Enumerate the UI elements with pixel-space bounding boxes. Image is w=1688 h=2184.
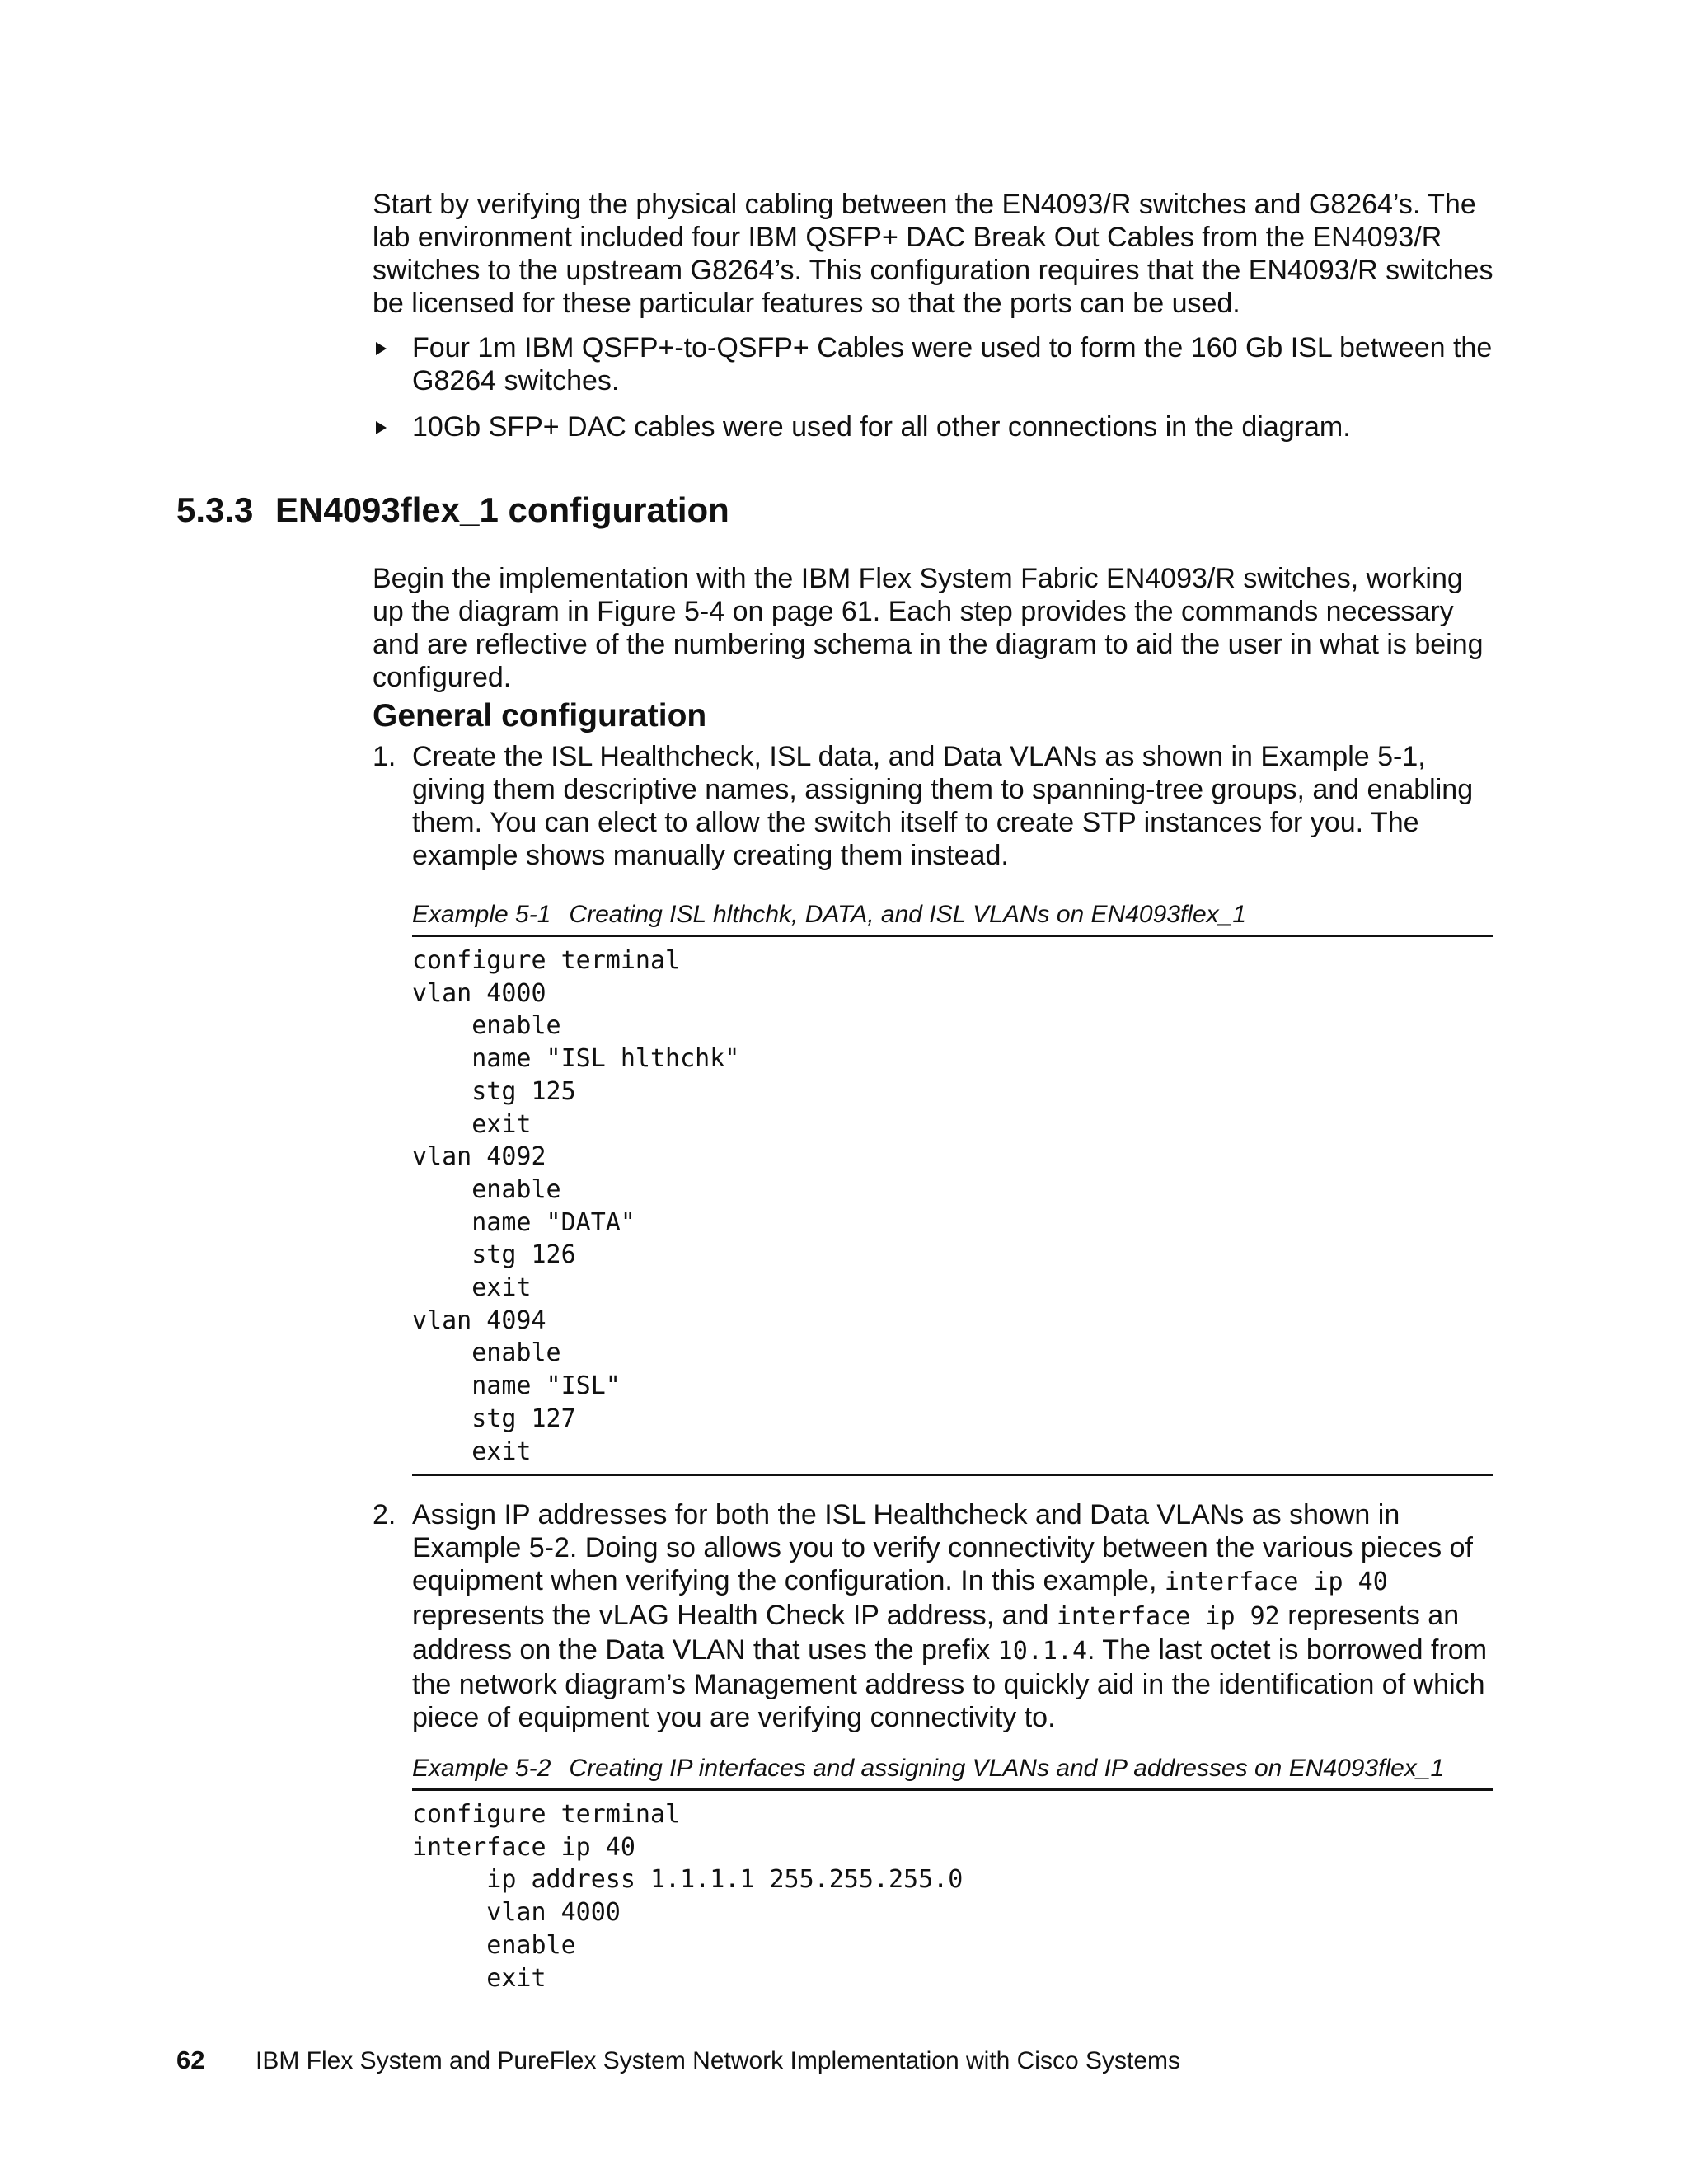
list-item bbox=[373, 410, 1493, 443]
step-text: Create the ISL Healthcheck, ISL data, and Data VLANs as shown in Example 5-1, giving them descriptive names, assigning them to spanning-tree groups, and enabling them. You can elect to allow the switch itself to create STP instances for you. The example shows manually creating them instead. bbox=[412, 741, 1474, 871]
example-caption bbox=[412, 900, 1246, 930]
text-run: represents an address on the Data VLAN that uses the prefix bbox=[412, 1600, 1460, 1666]
example-title: Creating IP interfaces and assigning VLANs and IP addresses on EN4093flex_1 bbox=[569, 1755, 1445, 1782]
code-block: configure terminal interface ip 40 ip address 1.1.1.1 255.255.255.0 vlan 4000 enable exit bbox=[412, 1800, 964, 1993]
bullet-text: Four 1m IBM QSFP+-to-QSFP+ Cables were used to form the 160 Gb ISL between the G8264 switches. bbox=[412, 332, 1493, 396]
intro-paragraph: Start by verifying the physical cabling between the EN4093/R switches and G8264’s. The lab environment included four IBM QSFP+ DAC Break Out Cables from the EN4093/R switches to the upstream G8264’s. This configuration requires that the EN4093/R switches be licensed for these particular features so that the ports can be used. bbox=[373, 189, 1493, 319]
divider bbox=[412, 1474, 1493, 1476]
divider bbox=[412, 1788, 1493, 1791]
example-label: Example 5-1 bbox=[412, 901, 551, 928]
step-number: 2. bbox=[373, 1499, 396, 1530]
section-paragraph: Begin the implementation with the IBM Flex System Fabric EN4093/R switches, working up the diagram in Figure 5-4 on page 61. Each step provides the commands necessary and are reflective of the numbering schema in the diagram to aid the user in what is being configured. bbox=[373, 563, 1484, 693]
step-2 bbox=[373, 1498, 1497, 1734]
code-block: configure terminal vlan 4000 enable name "ISL hlthchk" stg 125 exit vlan 4092 enable name "DATA" stg 126 exit vlan 4094 enable name "ISL" stg 127 exit bbox=[412, 946, 740, 1466]
triangle-bullet-icon bbox=[376, 342, 387, 355]
text-run: represents the vLAG Health Check IP address, and bbox=[412, 1600, 1057, 1631]
divider bbox=[412, 935, 1493, 937]
text-run: . The last octet is borrowed from the network diagram’s Management address to quickly aid in the identification of which piece of equipment you are verifying connectivity to. bbox=[412, 1634, 1488, 1733]
inline-code: interface ip 40 bbox=[1164, 1568, 1388, 1596]
example-title: Creating ISL hlthchk, DATA, and ISL VLANs on EN4093flex_1 bbox=[569, 901, 1247, 928]
text-run: Assign IP addresses for both the ISL Healthcheck and Data VLANs as shown in Example 5-2. Doing so allows you to verify connectivity between the various pieces of equipment when verifying the configuration. In this example, bbox=[412, 1499, 1473, 1596]
triangle-bullet-icon bbox=[376, 421, 387, 434]
step-number: 1. bbox=[373, 741, 396, 772]
section-heading bbox=[176, 490, 729, 531]
inline-code: 10.1.4 bbox=[997, 1637, 1088, 1666]
subsection-heading: General configuration bbox=[373, 698, 707, 733]
list-item bbox=[373, 331, 1493, 397]
running-footer: IBM Flex System and PureFlex System Network Implementation with Cisco Systems bbox=[256, 2047, 1181, 2074]
bullet-text: 10Gb SFP+ DAC cables were used for all other connections in the diagram. bbox=[412, 411, 1351, 443]
example-caption bbox=[412, 1754, 1444, 1783]
example-label: Example 5-2 bbox=[412, 1755, 551, 1782]
step-text bbox=[412, 1498, 1497, 1734]
page-number: 62 bbox=[176, 2046, 205, 2074]
inline-code: interface ip 92 bbox=[1056, 1602, 1280, 1631]
section-number: 5.3.3 bbox=[176, 490, 254, 529]
step-1 bbox=[373, 740, 1497, 872]
cabling-bullet-list bbox=[373, 331, 1493, 457]
section-title: EN4093flex_1 configuration bbox=[275, 490, 729, 529]
